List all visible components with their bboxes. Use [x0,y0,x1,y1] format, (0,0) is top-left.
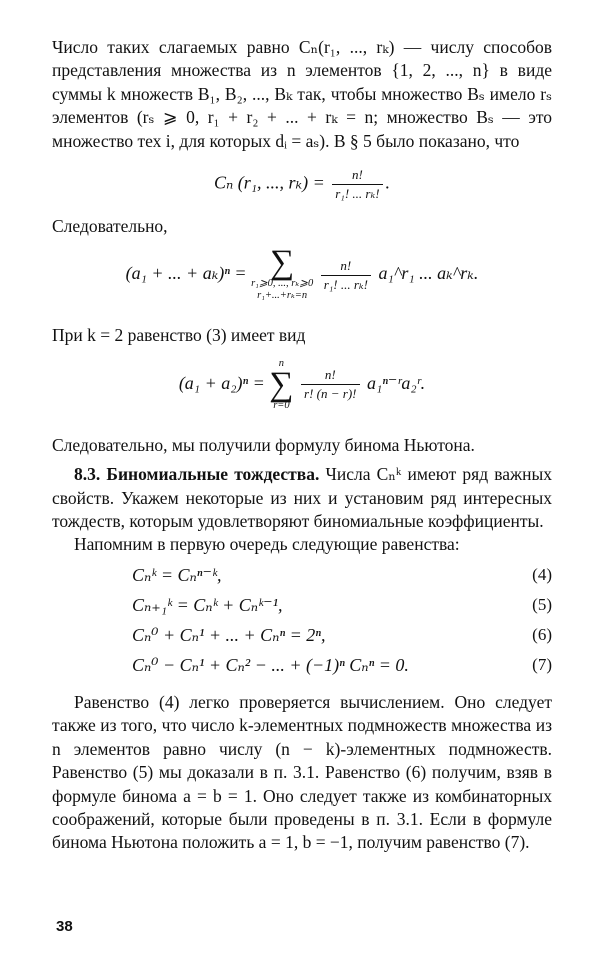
formula3-rhs: a₁ⁿ⁻ʳa₂ʳ. [367,372,426,393]
paragraph-6: Равенство (4) легко проверяется вычислением. Оно следует также из того, что число k-элементных подмножеств множества из n элементов равно числу (n − k)-элементных подмножеств. Равенство (5) мы доказали в п. 3.1. Равенство (6) получим, взяв в формуле бинома a = b = 1. Оно следует также из комбинаторных соображений, которые были проведены в п. 3.1. Если в формуле бинома Ньютона положить a = 1, b = −1, получим равенство (7). [52,691,552,853]
formula2-rhs: a₁^r₁ ... aₖ^rₖ. [378,263,479,284]
equation-row [52,561,552,591]
equation-row [52,591,552,621]
formula1-denominator: r₁! ... rₖ! [335,186,380,202]
formula-multinomial-theorem [52,246,552,316]
equation-row [52,621,552,651]
formula3-denominator: r! (n − r)! [304,386,357,402]
formula3-sum-top: n [278,357,285,369]
paragraph-3: При k = 2 равенство (3) имеет вид [52,325,306,346]
equation-number: (7) [532,654,552,674]
formula2-fraction [321,258,371,293]
formula1-numerator: n! [332,167,382,185]
equation-number: (5) [532,594,552,614]
equation-formula: Cₙᵏ = Cₙⁿ⁻ᵏ, [132,564,222,585]
equation-formula: Cₙ⁰ − Cₙ¹ + Cₙ² − ... + (−1)ⁿ Cₙⁿ = 0. [132,654,409,675]
section-paragraph [52,463,552,533]
formula3-numerator: n! [301,367,359,385]
equation-formula: Cₙ⁰ + Cₙ¹ + ... + Cₙⁿ = 2ⁿ, [132,624,326,645]
formula1-lhs: Cₙ (r₁, ..., rₖ) = [213,172,325,193]
formula2-sum-limit1: r₁⩾0, ..., rₖ⩾0 [251,278,314,290]
formula3-sum [269,358,293,412]
equation-list [52,561,552,681]
formula2-lhs: (a₁ + ... + aₖ)ⁿ = [125,263,247,284]
formula2-sum-limit2: r₁+...+rₖ=n [257,290,308,302]
paragraph-4: Следовательно, мы получили формулу бинома Ньютона. [52,434,475,455]
paragraph-5: Напомним в первую очередь следующие равенства: [74,534,460,555]
paragraph-1: Число таких слагаемых равно Cₙ(r₁, ..., rₖ) — числу способов представления множества из n элементов {1, 2, ..., n} в виде суммы k множеств B₁, B₂, ..., Bₖ так, чтобы множество Bₛ имело rₛ элементов (rₛ ⩾ 0, r₁ + r₂ + ... + rₖ = n; множество Bₛ — это множество тех i, для которых dᵢ = aₛ). В § 5 было показано, что [52,37,552,151]
formula1-fraction [332,167,382,202]
formula2-denominator: r₁! ... rₖ! [323,276,368,292]
formula3-sum-bottom: r=0 [273,399,290,411]
formula-multinomial-coefficient [52,161,552,207]
equation-number: (4) [532,564,552,584]
formula2-sum [251,244,314,302]
section-title: Биномиальные тождества. [106,464,320,485]
sum-sign-icon: ∑ [269,365,294,403]
sum-sign-icon: ∑ [270,244,295,282]
section-text: Числа Cₙᵏ имеют ряд важных свойств. Укажем некоторые из них и установим ряд интересных тождеств, которым удовлетворяют биномиальные коэффициенты. [52,464,553,532]
paragraph-2: Следовательно, [52,216,168,237]
formula-binomial-theorem [52,356,552,426]
formula1-tail: . [385,172,391,193]
equation-formula: Cₙ₊₁ᵏ = Cₙᵏ + Cₙᵏ⁻¹, [132,594,283,615]
page-content [52,36,552,855]
formula2-numerator: n! [321,258,371,276]
equation-row [52,651,552,681]
page-number: 38 [56,918,73,935]
formula3-lhs: (a₁ + a₂)ⁿ = [178,372,265,393]
section-number: 8.3. [74,464,101,485]
equation-number: (6) [532,624,552,644]
formula3-fraction [301,367,359,402]
